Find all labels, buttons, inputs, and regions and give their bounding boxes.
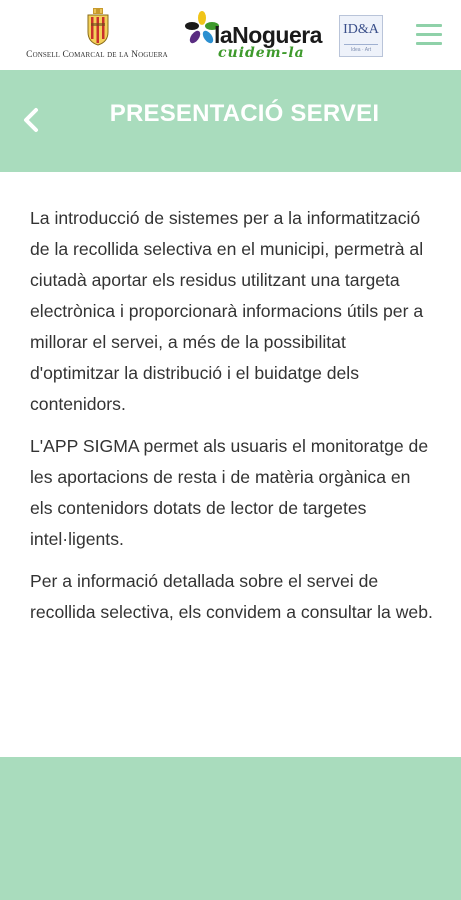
top-bar <box>0 0 461 70</box>
la-noguera-tagline: cuidem-la <box>218 45 305 61</box>
ida-divider <box>344 44 378 45</box>
paragraph-more-info: Per a informació detallada sobre el servei de recollida selectiva, els convidem a consultar la web. <box>30 571 433 622</box>
ida-sublabel: Idea · Art <box>350 47 372 53</box>
consell-comarcal-label: Consell Comarcal de la Noguera <box>26 50 168 60</box>
coat-of-arms-icon <box>86 8 110 46</box>
consell-comarcal-logo <box>18 8 176 64</box>
footer-band <box>0 757 461 900</box>
paragraph-intro: La introducció de sistemes per a la informatització de la recollida selectiva en el municipi, permetrà al ciutadà aportar els residus utilitzant una targeta electrònica i proporcionarà informacions útils per a millorar el servei, a més de la possibilitat d'optimitzar la distribució i el buidatge dels contenidors. <box>30 208 424 414</box>
ida-logo <box>339 15 383 57</box>
page-header <box>0 70 461 172</box>
paragraph-app: L'APP SIGMA permet als usuaris el monitoratge de les aportacions de resta i de matèria orgànica en els contenidors dotats de lector de targetes intel·ligents. <box>30 436 429 549</box>
menu-bar-middle <box>416 33 442 36</box>
hamburger-menu-icon[interactable] <box>416 22 444 48</box>
service-description <box>30 203 435 639</box>
la-noguera-name: laNoguera <box>214 22 322 48</box>
la-noguera-logo <box>184 10 324 62</box>
page-title: PRESENTACIÓ SERVEI <box>109 100 380 127</box>
menu-bar-top <box>416 24 442 27</box>
menu-bar-bottom <box>416 42 442 45</box>
ida-label: ID&A <box>343 22 379 37</box>
